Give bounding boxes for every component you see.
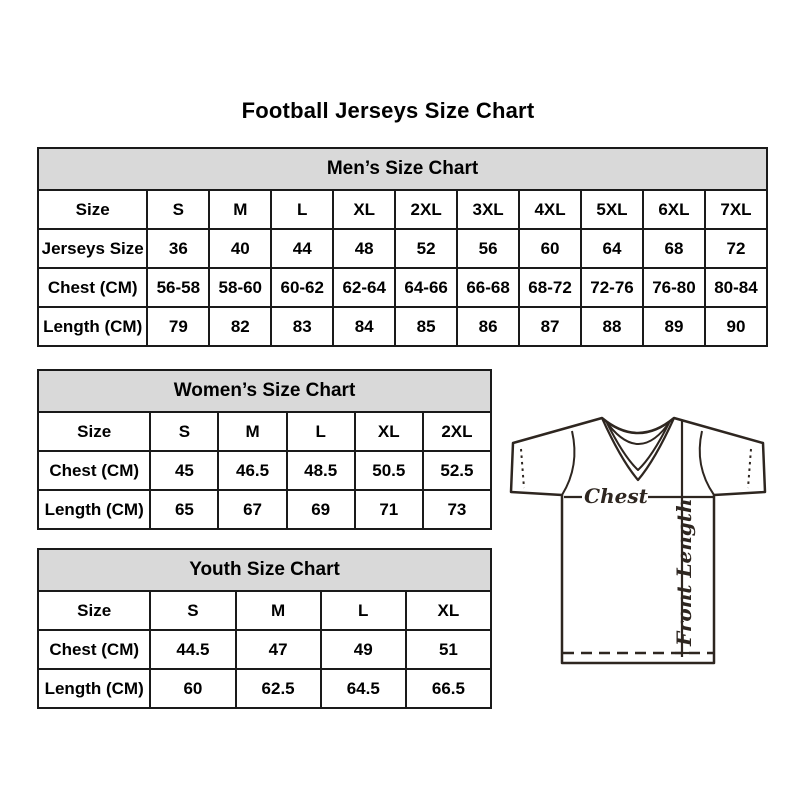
mens-value-cell: 64 bbox=[581, 229, 643, 268]
youth-value-cell: XL bbox=[406, 591, 491, 630]
womens-value-cell: M bbox=[218, 412, 286, 451]
mens-value-cell: 83 bbox=[271, 307, 333, 346]
mens-row-label: Jerseys Size bbox=[38, 229, 147, 268]
mens-value-cell: 84 bbox=[333, 307, 395, 346]
youth-value-cell: 60 bbox=[150, 669, 235, 708]
jersey-measurement-diagram bbox=[500, 410, 772, 670]
youth-value-cell: M bbox=[236, 591, 321, 630]
womens-table-title: Women’s Size Chart bbox=[38, 370, 491, 412]
mens-value-cell: 60-62 bbox=[271, 268, 333, 307]
chest-label: Chest bbox=[584, 484, 648, 508]
mens-value-cell: 86 bbox=[457, 307, 519, 346]
mens-value-cell: 48 bbox=[333, 229, 395, 268]
table-row bbox=[38, 669, 491, 708]
mens-value-cell: 85 bbox=[395, 307, 457, 346]
mens-value-cell: 72 bbox=[705, 229, 767, 268]
youth-row-label: Chest (CM) bbox=[38, 630, 150, 669]
mens-value-cell: 36 bbox=[147, 229, 209, 268]
table-row bbox=[38, 229, 767, 268]
youth-value-cell: L bbox=[321, 591, 406, 630]
mens-value-cell: 58-60 bbox=[209, 268, 271, 307]
mens-value-cell: 66-68 bbox=[457, 268, 519, 307]
mens-value-cell: 89 bbox=[643, 307, 705, 346]
womens-value-cell: 52.5 bbox=[423, 451, 491, 490]
armhole-seam-left bbox=[562, 431, 574, 495]
mens-value-cell: 80-84 bbox=[705, 268, 767, 307]
mens-value-cell: 3XL bbox=[457, 190, 519, 229]
womens-row-label: Length (CM) bbox=[38, 490, 150, 529]
mens-value-cell: 64-66 bbox=[395, 268, 457, 307]
mens-value-cell: 52 bbox=[395, 229, 457, 268]
womens-row-label: Size bbox=[38, 412, 150, 451]
cuff-stitch-left bbox=[521, 449, 524, 488]
mens-value-cell: 6XL bbox=[643, 190, 705, 229]
womens-value-cell: 73 bbox=[423, 490, 491, 529]
jersey-outline bbox=[511, 418, 765, 663]
womens-value-cell: 71 bbox=[355, 490, 423, 529]
front-length-label: Front Length bbox=[672, 498, 696, 646]
womens-value-cell: 46.5 bbox=[218, 451, 286, 490]
mens-value-cell: 56 bbox=[457, 229, 519, 268]
page-title: Football Jerseys Size Chart bbox=[241, 98, 535, 123]
cuff-stitch-right bbox=[748, 449, 751, 488]
youth-value-cell: 49 bbox=[321, 630, 406, 669]
mens-value-cell: 82 bbox=[209, 307, 271, 346]
mens-value-cell: 2XL bbox=[395, 190, 457, 229]
table-row bbox=[38, 451, 491, 490]
table-row bbox=[38, 412, 491, 451]
mens-value-cell: 76-80 bbox=[643, 268, 705, 307]
mens-value-cell: 88 bbox=[581, 307, 643, 346]
mens-value-cell: 60 bbox=[519, 229, 581, 268]
youth-value-cell: 64.5 bbox=[321, 669, 406, 708]
womens-value-cell: 67 bbox=[218, 490, 286, 529]
youth-value-cell: 44.5 bbox=[150, 630, 235, 669]
womens-value-cell: 50.5 bbox=[355, 451, 423, 490]
mens-value-cell: M bbox=[209, 190, 271, 229]
womens-value-cell: L bbox=[287, 412, 355, 451]
mens-value-cell: 5XL bbox=[581, 190, 643, 229]
mens-value-cell: 40 bbox=[209, 229, 271, 268]
youth-value-cell: 62.5 bbox=[236, 669, 321, 708]
womens-value-cell: S bbox=[150, 412, 218, 451]
mens-value-cell: 4XL bbox=[519, 190, 581, 229]
mens-value-cell: 62-64 bbox=[333, 268, 395, 307]
womens-value-cell: 48.5 bbox=[287, 451, 355, 490]
armhole-seam-right bbox=[700, 431, 714, 495]
womens-value-cell: 45 bbox=[150, 451, 218, 490]
mens-value-cell: 44 bbox=[271, 229, 333, 268]
table-row bbox=[38, 591, 491, 630]
table-row bbox=[38, 630, 491, 669]
mens-value-cell: L bbox=[271, 190, 333, 229]
mens-table-title: Men’s Size Chart bbox=[38, 148, 767, 190]
mens-value-cell: XL bbox=[333, 190, 395, 229]
mens-row-label: Size bbox=[38, 190, 147, 229]
womens-value-cell: 69 bbox=[287, 490, 355, 529]
mens-value-cell: 68 bbox=[643, 229, 705, 268]
table-row bbox=[38, 190, 767, 229]
womens-value-cell: XL bbox=[355, 412, 423, 451]
mens-value-cell: 72-76 bbox=[581, 268, 643, 307]
mens-value-cell: S bbox=[147, 190, 209, 229]
youth-value-cell: 47 bbox=[236, 630, 321, 669]
mens-size-table bbox=[37, 147, 768, 347]
mens-value-cell: 90 bbox=[705, 307, 767, 346]
youth-table-title: Youth Size Chart bbox=[38, 549, 491, 591]
womens-value-cell: 65 bbox=[150, 490, 218, 529]
mens-value-cell: 68-72 bbox=[519, 268, 581, 307]
womens-size-table bbox=[37, 369, 492, 530]
mens-value-cell: 87 bbox=[519, 307, 581, 346]
youth-value-cell: 66.5 bbox=[406, 669, 491, 708]
table-row bbox=[38, 490, 491, 529]
womens-value-cell: 2XL bbox=[423, 412, 491, 451]
table-row bbox=[38, 268, 767, 307]
youth-row-label: Size bbox=[38, 591, 150, 630]
mens-row-label: Length (CM) bbox=[38, 307, 147, 346]
mens-value-cell: 79 bbox=[147, 307, 209, 346]
mens-value-cell: 7XL bbox=[705, 190, 767, 229]
mens-value-cell: 56-58 bbox=[147, 268, 209, 307]
table-row bbox=[38, 307, 767, 346]
youth-row-label: Length (CM) bbox=[38, 669, 150, 708]
youth-value-cell: 51 bbox=[406, 630, 491, 669]
youth-size-table bbox=[37, 548, 492, 709]
youth-value-cell: S bbox=[150, 591, 235, 630]
womens-row-label: Chest (CM) bbox=[38, 451, 150, 490]
mens-row-label: Chest (CM) bbox=[38, 268, 147, 307]
